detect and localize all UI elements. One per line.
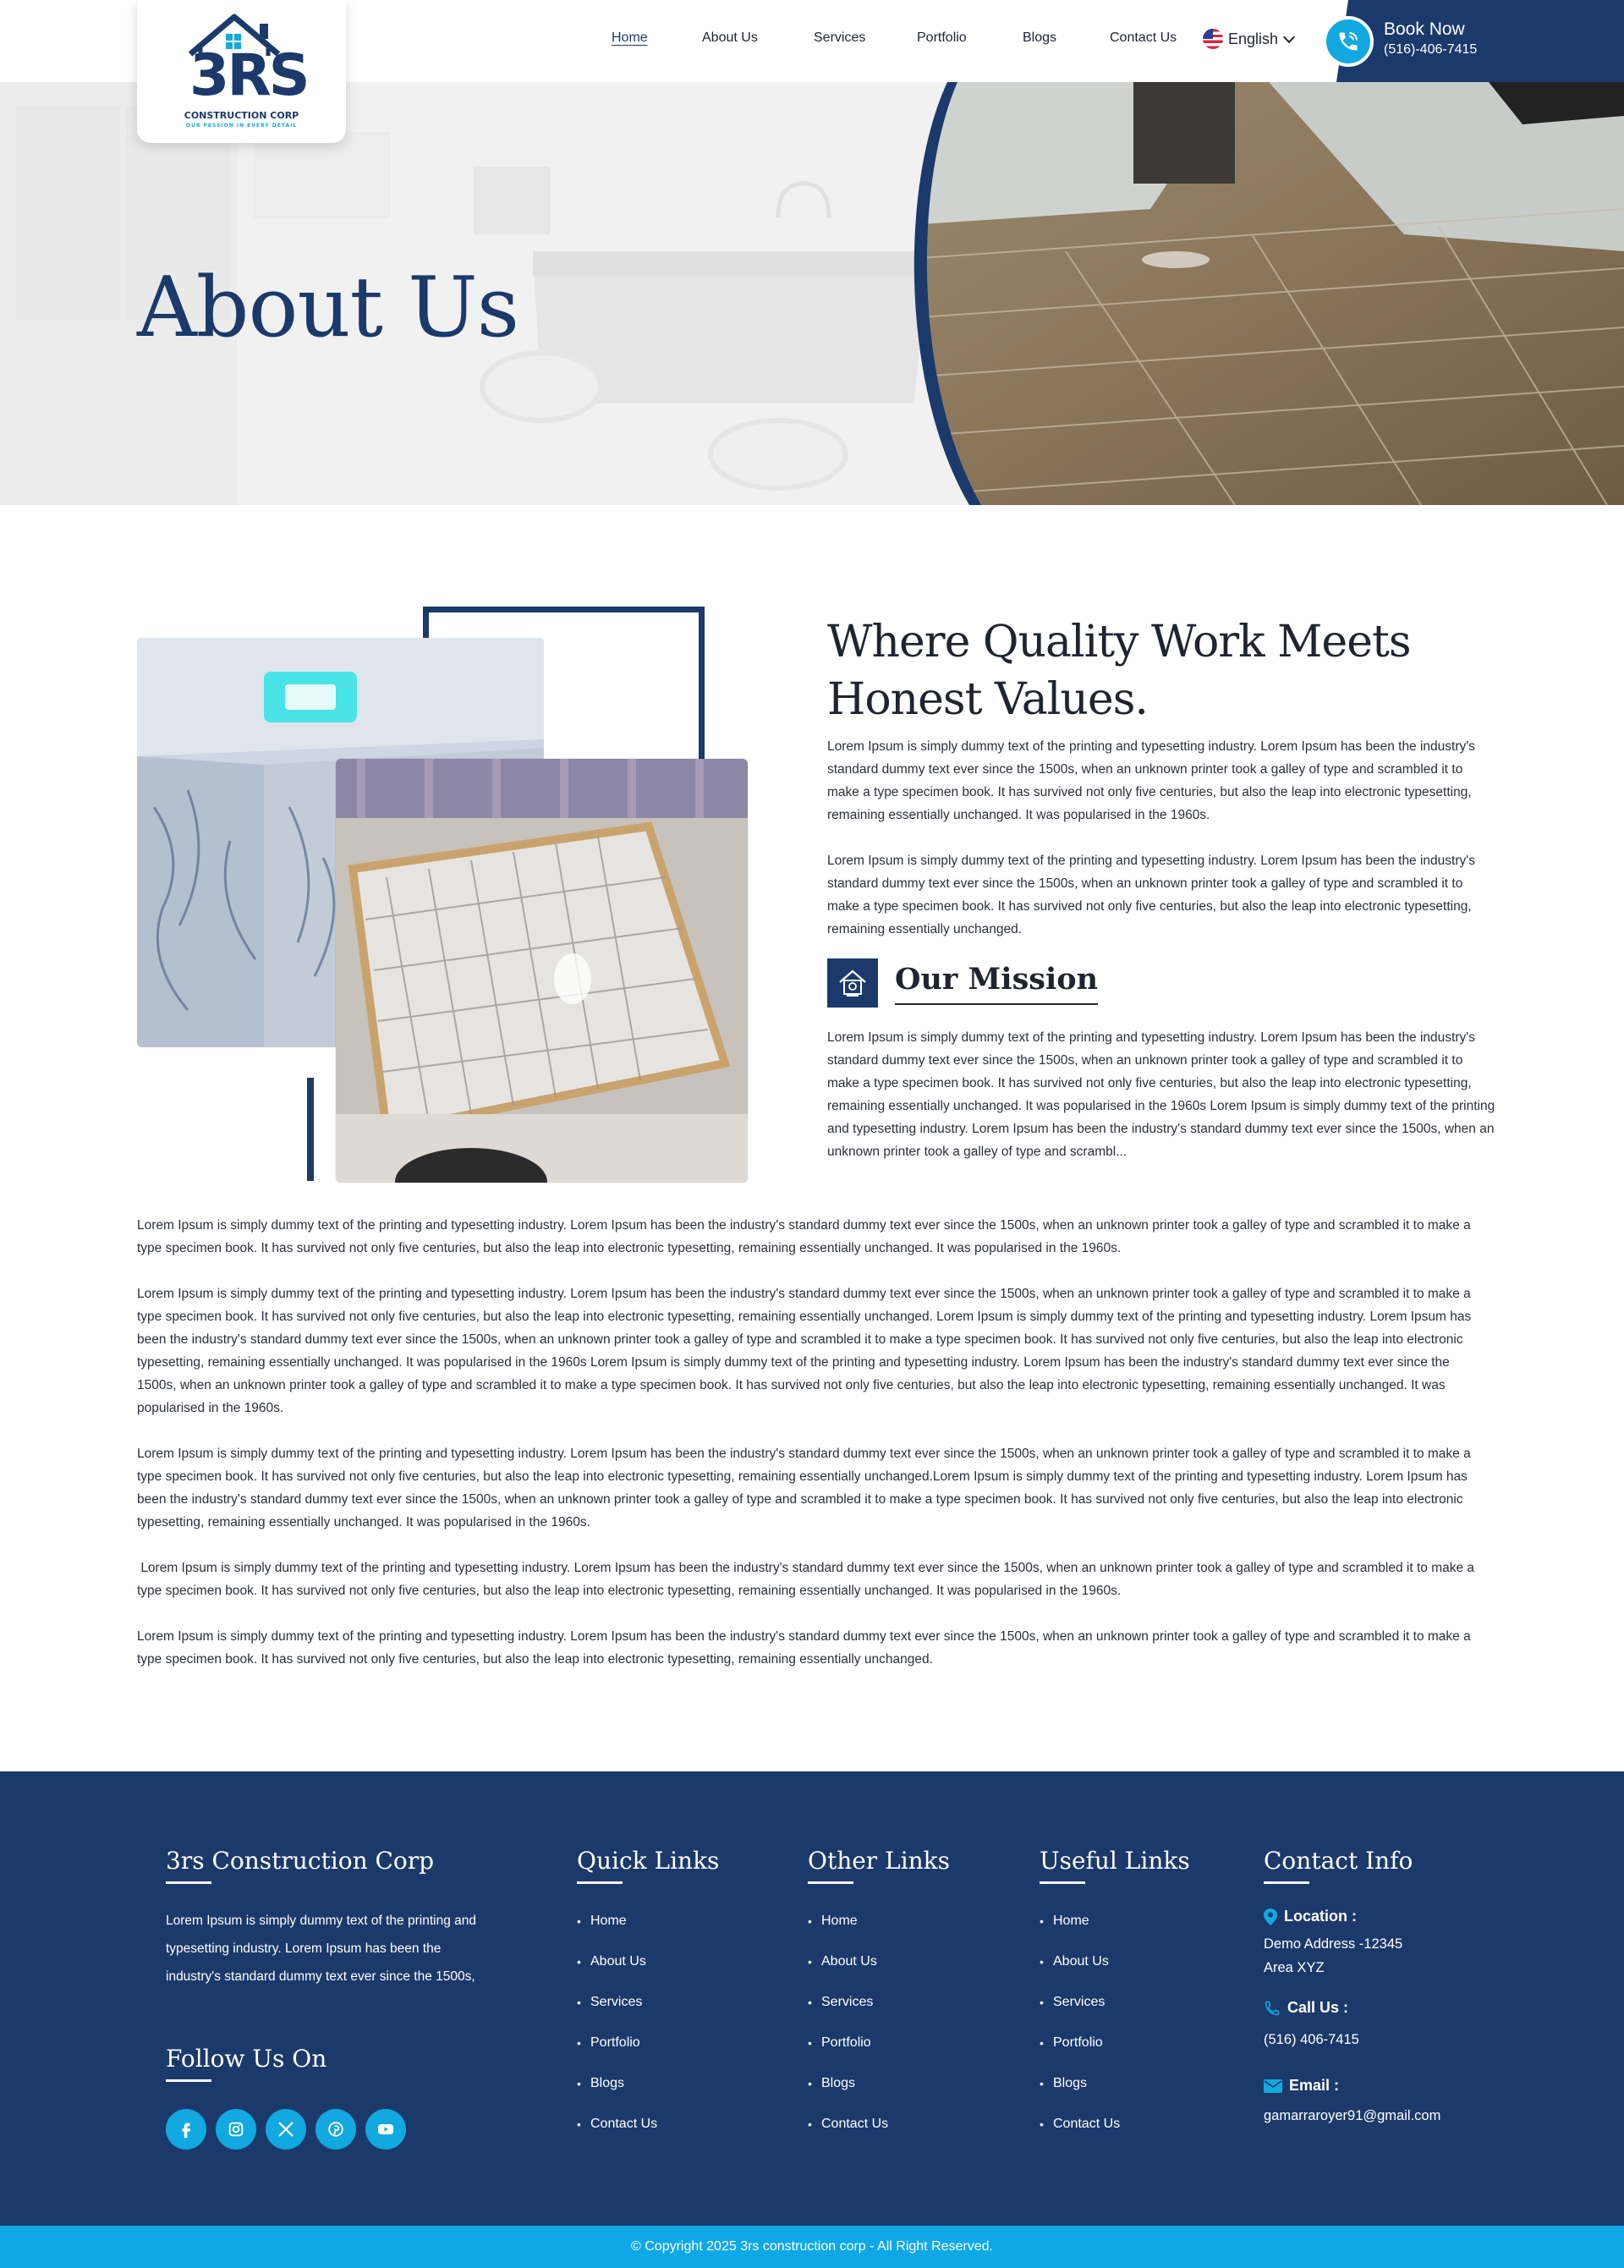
location-label: Location : <box>1264 1908 1357 1925</box>
site-logo[interactable] <box>137 0 346 143</box>
useful-link-item[interactable]: • Portfolio <box>1040 2023 1120 2063</box>
facebook-icon[interactable] <box>166 2109 206 2150</box>
other-links-list <box>808 1901 888 2144</box>
body-paragraph-3: Lorem Ipsum is simply dummy text of the printing and typesetting industry. Lorem Ipsum has been the industry's standard dummy text ever since the 1500s, when an unknown printer took a galley of type and scrambled it to make a type specimen book. It has survived not only five centuries, but also the leap into electronic typesetting, remaining essentially unchanged.Lorem Ipsum is simply dummy text of the printing and typesetting industry. Lorem Ipsum has been the industry's standard dummy text ever since the 1500s, when an unknown printer took a galley of type and scrambled it to make a type specimen book. It has survived not only five centuries, but also the leap into electronic typesetting, remaining essentially unchanged. It was popularised in the 1960s. <box>137 1447 1471 1529</box>
quick-links-title: Quick Links <box>577 1847 720 1875</box>
useful-link-item[interactable]: • About Us <box>1040 1941 1120 1982</box>
body-paragraph-4: Lorem Ipsum is simply dummy text of the printing and typesetting industry. Lorem Ipsum has been the industry's standard dummy text ever since the 1500s, when an unknown printer took a galley of type and scrambled it to make a type specimen book. It has survived not only five centuries, but also the leap into electronic typesetting, remaining essentially unchanged. It was popularised in the 1960s. <box>137 1561 1479 1598</box>
logo-tagline: OUR PASSION IN EVERY DETAIL <box>185 123 298 129</box>
about-heading <box>827 613 1487 728</box>
other-links-title: Other Links <box>808 1847 951 1875</box>
tile-floor-photo <box>897 82 1624 505</box>
nav-contact-us[interactable]: Contact Us <box>1110 30 1177 45</box>
call-number[interactable]: (516) 406-7415 <box>1264 2032 1359 2047</box>
chevron-down-icon <box>1283 30 1295 42</box>
location-pin-icon <box>1264 1908 1277 1925</box>
book-now-phone[interactable]: (516)-406-7415 <box>1384 42 1478 57</box>
footer-rule <box>808 1881 853 1884</box>
useful-link-item[interactable]: • Services <box>1040 1982 1120 2023</box>
about-paragraph-2: Lorem Ipsum is simply dummy text of the printing and typesetting industry. Lorem Ipsum has been the industry's standard dummy text ever since the 1500s, when an unknown printer took a galley of type and scrambled it to make a type specimen book. It has survived not only five centuries, but also the leap into electronic typesetting, remaining essentially unchanged. <box>827 854 1475 936</box>
email-label: Email : <box>1264 2077 1339 2095</box>
location-address-line2: Area XYZ <box>1264 1960 1325 1975</box>
quick-link-item[interactable]: • About Us <box>577 1941 657 1982</box>
copyright-bar: © Copyright 2025 3rs construction corp - All Right Reserved. <box>0 2226 1624 2268</box>
body-paragraph-5: Lorem Ipsum is simply dummy text of the printing and typesetting industry. Lorem Ipsum has been the industry's standard dummy text ever since the 1500s, when an unknown printer took a galley of type and scrambled it to make a type specimen book. It has survived not only five centuries, but also the leap into electronic typesetting, remaining essentially unchanged. <box>137 1629 1471 1667</box>
pinterest-icon[interactable] <box>315 2109 356 2150</box>
quick-link-item[interactable]: • Portfolio <box>577 2023 657 2063</box>
useful-links-list <box>1040 1901 1120 2144</box>
other-link-item[interactable]: • Services <box>808 1982 888 2023</box>
about-heading-line2: Honest Values. <box>827 674 1148 725</box>
other-link-item[interactable]: • About Us <box>808 1941 888 1982</box>
decorative-bar <box>307 1078 314 1181</box>
footer-company-text: Lorem Ipsum is simply dummy text of the printing and typesetting industry. Lorem Ipsum has been the industry's standard dummy text ever since the 1500s, <box>166 1914 476 1984</box>
contact-info-title: Contact Info <box>1264 1847 1413 1875</box>
nav-blogs[interactable]: Blogs <box>1023 30 1057 45</box>
quick-link-item[interactable]: • Contact Us <box>577 2104 657 2144</box>
shower-floor-tile-photo <box>336 759 748 1183</box>
footer-follow-title: Follow Us On <box>166 2045 327 2073</box>
book-now-label[interactable]: Book Now <box>1384 19 1465 39</box>
nav-services[interactable]: Services <box>814 30 866 45</box>
footer-rule <box>577 1881 623 1884</box>
call-label: Call Us : <box>1264 1999 1348 2017</box>
footer-company-title: 3rs Construction Corp <box>166 1847 435 1875</box>
footer-rule <box>166 2079 211 2082</box>
about-paragraph-1: Lorem Ipsum is simply dummy text of the printing and typesetting industry. Lorem Ipsum has been the industry's standard dummy text ever since the 1500s, when an unknown printer took a galley of type and scrambled it to make a type specimen book. It has survived not only five centuries, but also the leap into electronic typesetting, remaining essentially unchanged. It was popularised in the 1960s. <box>827 739 1475 822</box>
body-paragraph-2: Lorem Ipsum is simply dummy text of the printing and typesetting industry. Lorem Ipsum has been the industry's standard dummy text ever since the 1500s, when an unknown printer took a galley of type and scrambled it to make a type specimen book. It has survived not only five centuries, but also the leap into electronic typesetting, remaining essentially unchanged. Lorem Ipsum is simply dummy text of the printing and typesetting industry. Lorem Ipsum has been the industry's standard dummy text ever since the 1500s, when an unknown printer took a galley of type and scrambled it to make a type specimen book. It has survived not only five centuries, but also the leap into electronic typesetting, remaining essentially unchanged. It was popularised in the 1960s Lorem Ipsum is simply dummy text of the printing and typesetting industry. Lorem Ipsum has been the industry's standard dummy text ever since the 1500s, when an unknown printer took a galley of type and scrambled it to make a type specimen book. It has survived not only five centuries, but also the leap into electronic typesetting, remaining essentially unchanged. It was popularised in the 1960s. <box>137 1287 1472 1415</box>
body-paragraph-1: Lorem Ipsum is simply dummy text of the printing and typesetting industry. Lorem Ipsum has been the industry's standard dummy text ever since the 1500s, when an unknown printer took a galley of type and scrambled it to make a type specimen book. It has survived not only five centuries, but also the leap into electronic typesetting, remaining essentially unchanged. It was popularised in the 1960s. <box>137 1218 1471 1255</box>
phone-call-icon <box>1264 2000 1281 2017</box>
footer-rule <box>1264 1881 1309 1884</box>
social-links <box>166 2109 406 2150</box>
phone-icon[interactable] <box>1323 16 1374 67</box>
about-heading-line1: Where Quality Work Meets <box>827 617 1411 667</box>
other-link-item[interactable]: • Portfolio <box>808 2023 888 2063</box>
x-twitter-icon[interactable] <box>266 2109 306 2150</box>
logo-company-name: CONSTRUCTION CORP <box>184 110 299 121</box>
us-flag-icon <box>1203 29 1223 49</box>
useful-link-item[interactable]: • Home <box>1040 1901 1120 1941</box>
mission-house-icon <box>827 958 878 1008</box>
hero-banner <box>0 82 1624 505</box>
quick-link-item[interactable]: • Services <box>577 1982 657 2023</box>
nav-home[interactable]: Home <box>612 30 648 45</box>
email-envelope-icon <box>1264 2079 1282 2093</box>
instagram-icon[interactable] <box>216 2109 256 2150</box>
footer-rule <box>1040 1881 1085 1884</box>
quick-link-item[interactable]: • Home <box>577 1901 657 1941</box>
logo-wordmark: 3RS <box>189 42 308 109</box>
useful-links-title: Useful Links <box>1040 1847 1190 1875</box>
book-now-panel[interactable] <box>1336 0 1624 82</box>
quick-links-list <box>577 1901 657 2144</box>
nav-portfolio[interactable]: Portfolio <box>917 30 967 45</box>
nav-about-us[interactable]: About Us <box>702 30 758 45</box>
footer-rule <box>166 1881 211 1884</box>
language-selector[interactable] <box>1203 29 1293 49</box>
mission-title: Our Mission <box>895 961 1098 1005</box>
location-address-line1: Demo Address -12345 <box>1264 1936 1403 1952</box>
useful-link-item[interactable]: • Contact Us <box>1040 2104 1120 2144</box>
other-link-item[interactable]: • Home <box>808 1901 888 1941</box>
other-link-item[interactable]: • Blogs <box>808 2063 888 2104</box>
page-title: About Us <box>137 260 519 356</box>
quick-link-item[interactable]: • Blogs <box>577 2063 657 2104</box>
language-label: English <box>1228 30 1279 47</box>
other-link-item[interactable]: • Contact Us <box>808 2104 888 2144</box>
youtube-icon[interactable] <box>365 2109 406 2150</box>
email-address[interactable]: gamarraroyer91@gmail.com <box>1264 2108 1441 2123</box>
useful-link-item[interactable]: • Blogs <box>1040 2063 1120 2104</box>
mission-paragraph: Lorem Ipsum is simply dummy text of the printing and typesetting industry. Lorem Ipsum has been the industry's standard dummy text ever since the 1500s, when an unknown printer took a galley of type and scrambled it to make a type specimen book. It has survived not only five centuries, but also the leap into electronic typesetting, remaining essentially unchanged. It was popularised in the 1960s Lorem Ipsum is simply dummy text of the printing and typesetting industry. Lorem Ipsum has been the industry's standard dummy text ever since the 1500s, when an unknown printer took a galley of type and scrambl... <box>827 1030 1495 1159</box>
